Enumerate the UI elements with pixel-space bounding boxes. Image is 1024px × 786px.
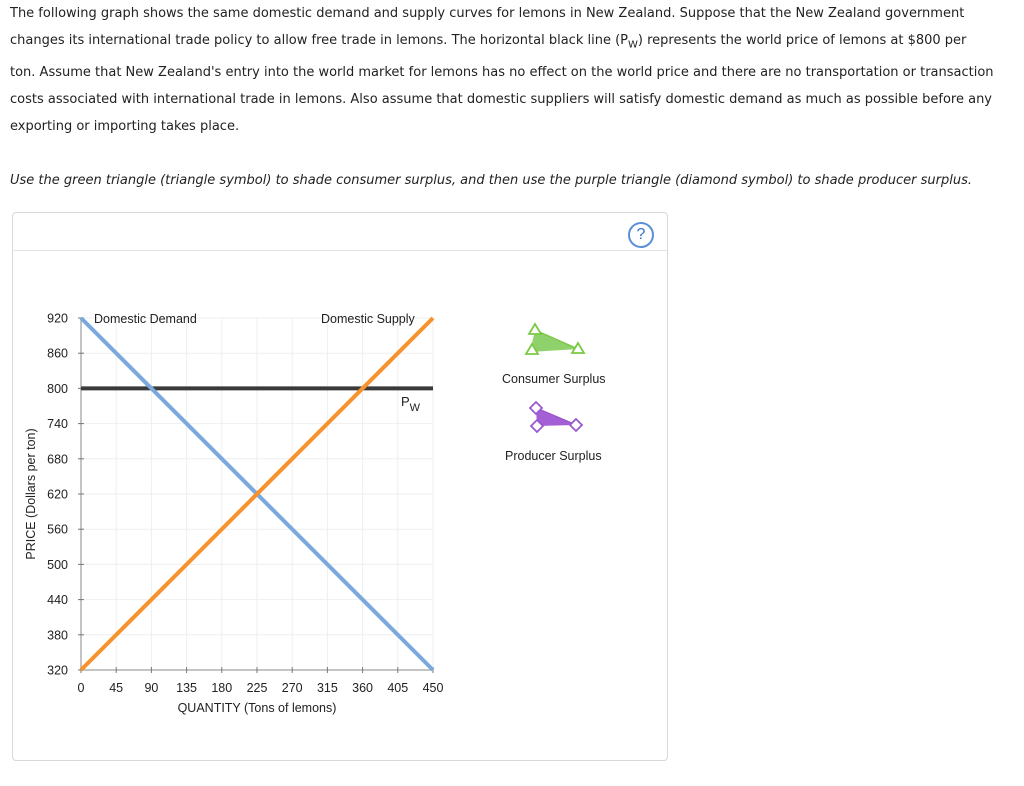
supply-label: Domestic Supply	[321, 312, 415, 326]
y-tick-label: 680	[47, 452, 68, 467]
y-tick-label: 620	[47, 487, 68, 502]
question-line-3: ton. Assume that New Zealand's entry into the world market for lemons has no effect on the world price and there are no transportation or transaction	[10, 64, 994, 80]
y-tick-label: 320	[47, 663, 68, 678]
x-axis-title: QUANTITY (Tons of lemons)	[177, 701, 337, 715]
x-tick-label: 135	[176, 681, 198, 695]
x-tick-label: 90	[144, 681, 159, 695]
world-price-label: $P_W$	[401, 394, 421, 414]
x-tick-label: 45	[109, 681, 124, 695]
instruction-text: Use the green triangle (triangle symbol) to shade consumer surplus, and then use the purple triangle (diamond symbol) to shade producer surplus.	[10, 173, 972, 188]
triangle-handle-icon[interactable]	[529, 324, 541, 334]
producer-surplus-label: Producer Surplus	[505, 449, 602, 463]
x-tick-label: 315	[316, 681, 338, 695]
y-tick-label: 380	[47, 628, 68, 643]
question-line-2-b: ) represents the world price of lemons at $800 per	[637, 33, 967, 48]
x-tick-label: 270	[281, 681, 303, 695]
x-tick-label: 180	[211, 681, 233, 695]
x-tick-label: 225	[246, 681, 268, 695]
question-line-4: costs associated with international trade in lemons. Also assume that domestic suppliers will satisfy domestic demand as much as possible before any	[10, 91, 992, 107]
x-tick-label: 405	[387, 681, 409, 695]
y-tick-label: 860	[47, 346, 68, 361]
x-tick-label: 450	[422, 681, 444, 695]
x-tick-label: 0	[77, 681, 85, 695]
y-tick-label: 920	[47, 311, 68, 326]
x-tick-label: 360	[352, 681, 374, 695]
question-line-1: The following graph shows the same domestic demand and supply curves for lemons in New Zealand. Suppose that the New Zealand government	[10, 6, 965, 21]
y-tick-label: 560	[47, 522, 68, 537]
y-tick-label: 800	[47, 381, 68, 396]
y-tick-label: 740	[47, 417, 68, 432]
help-icon[interactable]: ?	[628, 222, 654, 248]
y-tick-label: 440	[47, 593, 68, 608]
diamond-handle-icon[interactable]	[570, 419, 582, 431]
question-line-5: exporting or importing takes place.	[10, 118, 240, 134]
y-tick-label: 500	[47, 557, 68, 572]
demand-label: Domestic Demand	[94, 312, 197, 326]
question-line-2-a: changes its international trade policy to allow free trade in lemons. The horizontal black line (P	[10, 33, 628, 48]
world-price-subscript: W	[409, 402, 421, 414]
question-line-2-sub: W	[628, 39, 638, 51]
y-axis-title: PRICE (Dollars per ton)	[24, 428, 38, 560]
consumer-surplus-label: Consumer Surplus	[502, 372, 606, 386]
